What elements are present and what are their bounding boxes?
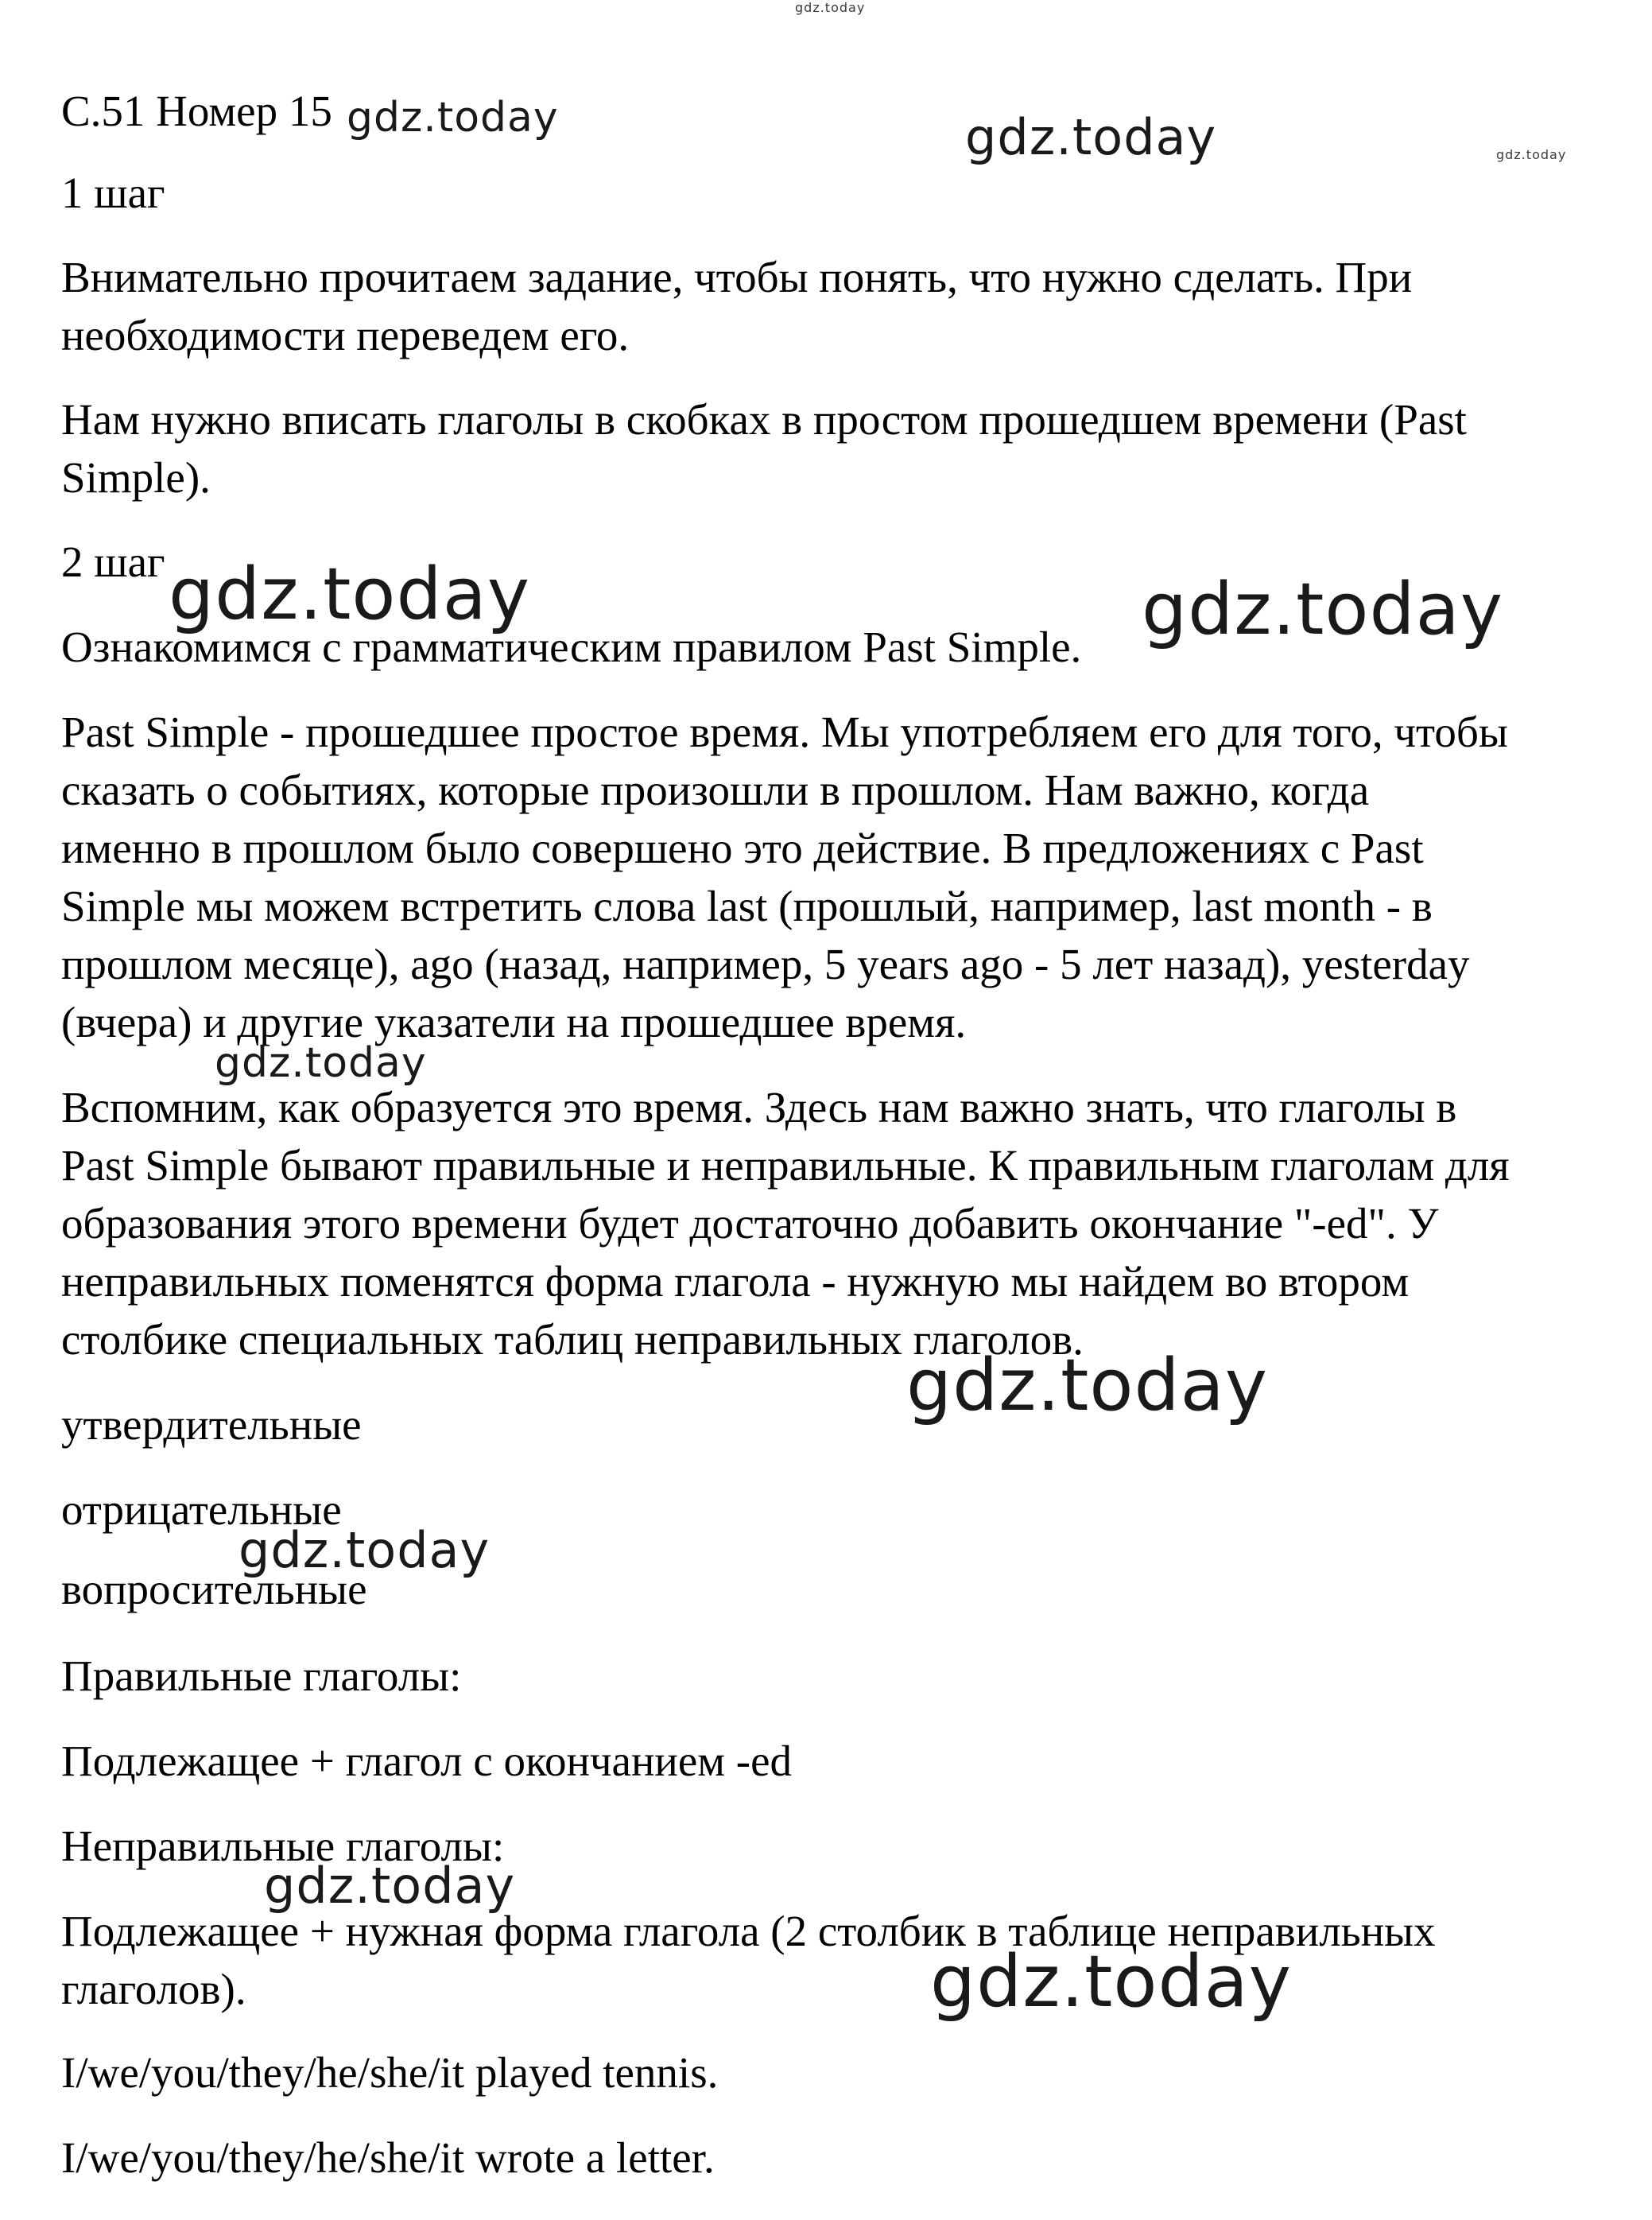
watermark: gdz.today <box>347 94 559 142</box>
irregular-verbs-formula-line-1: Подлежащее + нужная форма глагола (2 столбик в таблице неправильных <box>61 1907 1436 1955</box>
example-sentence-regular: I/we/you/they/he/she/it played tennis. <box>61 2048 719 2097</box>
step-1-paragraph-1-line-2: необходимости переведем его. <box>61 311 630 359</box>
irregular-verbs-heading: Неправильные глаголы: <box>61 1822 505 1870</box>
formation-paragraph-line-4: неправильных поменятся форма глагола - нужную мы найдем во втором <box>61 1257 1410 1306</box>
step-1-label: 1 шаг <box>61 169 165 217</box>
watermark: gdz.today <box>215 1039 427 1087</box>
example-sentence-irregular: I/we/you/they/he/she/it wrote a letter. <box>61 2133 715 2182</box>
watermark: gdz.today <box>238 1521 491 1579</box>
rule-paragraph-line-6: (вчера) и другие указатели на прошедшее время. <box>61 998 967 1046</box>
formation-paragraph-line-1: Вспомним, как образуется это время. Здесь нам важно знать, что глаголы в <box>61 1083 1457 1131</box>
watermark: gdz.today <box>795 0 866 15</box>
rule-paragraph-line-2: сказать о событиях, которые произошли в прошлом. Нам важно, когда <box>61 766 1370 814</box>
watermark: gdz.today <box>1142 568 1504 651</box>
rule-paragraph-line-5: прошлом месяце), ago (назад, например, 5 years ago - 5 лет назад), yesterday <box>61 940 1470 988</box>
step-1-paragraph-2-line-1: Нам нужно вписать глаголы в скобках в простом прошедшем времени (Past <box>61 395 1467 444</box>
watermark: gdz.today <box>1496 147 1567 162</box>
regular-verbs-formula: Подлежащее + глагол с окончанием -ed <box>61 1737 793 1785</box>
step-1-paragraph-1-line-1: Внимательно прочитаем задание, чтобы понять, что нужно сделать. При <box>61 253 1413 301</box>
regular-verbs-heading: Правильные глаголы: <box>61 1651 462 1700</box>
sentence-type-negative: отрицательные <box>61 1485 342 1534</box>
rule-paragraph-line-3: именно в прошлом было совершено это действие. В предложениях с Past <box>61 824 1424 872</box>
watermark: gdz.today <box>930 1940 1293 2024</box>
step-2-label: 2 шаг <box>61 538 165 586</box>
watermark: gdz.today <box>169 553 531 636</box>
formation-paragraph-line-3: образования этого времени будет достаточно добавить окончание "-ed". У <box>61 1199 1439 1248</box>
formation-paragraph-line-5: столбике специальных таблиц неправильных глаголов. <box>61 1315 1084 1364</box>
rule-paragraph-line-1: Past Simple - прошедшее простое время. Мы употребляем его для того, чтобы <box>61 708 1508 756</box>
formation-paragraph-line-2: Past Simple бывают правильные и неправильные. К правильным глаголам для <box>61 1141 1510 1190</box>
step-2-intro: Ознакомимся с грамматическим правилом Past Simple. <box>61 623 1082 671</box>
sentence-type-question: вопросительные <box>61 1565 367 1613</box>
page-title: С.51 Номер 15 <box>61 87 332 135</box>
rule-paragraph-line-4: Simple мы можем встретить слова last (прошлый, например, last month - в <box>61 882 1433 930</box>
watermark: gdz.today <box>264 1857 516 1915</box>
irregular-verbs-formula-line-2: глаголов). <box>61 1965 246 2013</box>
watermark: gdz.today <box>965 108 1217 166</box>
step-1-paragraph-2-line-2: Simple). <box>61 453 211 502</box>
watermark: gdz.today <box>906 1344 1269 1427</box>
sentence-type-affirmative: утвердительные <box>61 1400 362 1449</box>
